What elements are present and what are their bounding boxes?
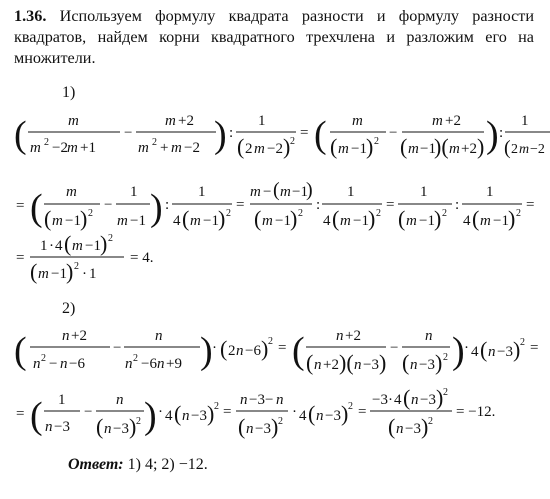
- svg-text:(: (: [403, 385, 411, 410]
- svg-text:(: (: [308, 401, 316, 426]
- svg-text:−: −: [390, 340, 399, 356]
- svg-text:m: m: [406, 213, 417, 229]
- svg-text:−3: −3: [405, 421, 421, 437]
- svg-text:1: 1: [347, 184, 355, 200]
- svg-text:2: 2: [376, 208, 381, 219]
- svg-text:2: 2: [88, 208, 93, 219]
- svg-text:·: ·: [464, 340, 469, 356]
- svg-text:(: (: [402, 350, 410, 375]
- svg-text:=: =: [526, 197, 535, 213]
- svg-text:m: m: [519, 142, 530, 157]
- svg-text:−3: −3: [363, 357, 379, 373]
- svg-text:(: (: [314, 114, 327, 156]
- svg-text:m: m: [138, 140, 149, 156]
- formula-line-5: [16, 385, 495, 439]
- svg-text:−1: −1: [292, 184, 308, 200]
- svg-text:4: 4: [394, 392, 402, 408]
- svg-text:n: n: [316, 408, 324, 424]
- part1-label: 1): [62, 84, 76, 101]
- svg-text:n: n: [336, 328, 344, 344]
- svg-text:= 4.: = 4.: [130, 250, 154, 266]
- svg-text:n: n: [104, 421, 112, 437]
- svg-text:= −12.: = −12.: [456, 404, 496, 420]
- svg-text:=: =: [358, 404, 367, 420]
- svg-text:): ): [508, 206, 516, 231]
- svg-text::: :: [316, 197, 321, 213]
- svg-text:n: n: [125, 356, 133, 372]
- svg-text:−: −: [49, 356, 58, 372]
- svg-text:m: m: [190, 213, 201, 229]
- svg-text:m: m: [30, 140, 41, 156]
- svg-text:(: (: [480, 337, 488, 362]
- svg-text:): ): [271, 414, 279, 439]
- svg-text::: :: [165, 197, 170, 213]
- svg-text:): ): [341, 401, 349, 426]
- svg-text:4: 4: [463, 213, 471, 229]
- problem-text: Используем формулу квадрата разности и формулу разности квадратов, найдем корни квадратного трехчлена и разложим его на множители.: [14, 7, 534, 67]
- svg-text:2: 2: [442, 208, 447, 219]
- svg-text:n: n: [33, 356, 41, 372]
- svg-text:(: (: [273, 179, 280, 201]
- svg-text:4: 4: [165, 408, 173, 424]
- svg-text:2: 2: [228, 343, 236, 359]
- svg-text:−3: −3: [420, 392, 436, 408]
- svg-text:(: (: [182, 206, 190, 231]
- svg-text:−3: −3: [191, 408, 207, 424]
- svg-text:+2: +2: [71, 328, 87, 344]
- svg-text:(: (: [14, 330, 27, 372]
- svg-text:(: (: [30, 187, 43, 229]
- svg-text:−1: −1: [351, 141, 367, 157]
- svg-text:): ): [100, 231, 108, 256]
- svg-text:2: 2: [44, 137, 49, 148]
- svg-text:): ): [129, 414, 137, 439]
- svg-text:): ): [261, 336, 269, 361]
- svg-text:2: 2: [278, 416, 283, 427]
- svg-text:−3: −3: [497, 344, 513, 360]
- svg-text:): ): [368, 206, 376, 231]
- svg-text:): ): [66, 259, 74, 284]
- svg-text:−1: −1: [493, 213, 509, 229]
- svg-text:): ): [150, 187, 163, 229]
- svg-text:(: (: [504, 137, 511, 159]
- svg-text:−1: −1: [275, 213, 291, 229]
- svg-text:n: n: [354, 357, 362, 373]
- svg-text:(: (: [238, 414, 246, 439]
- svg-text:=: =: [236, 197, 245, 213]
- svg-text:): ): [200, 330, 213, 372]
- svg-text:1: 1: [420, 184, 428, 200]
- svg-text:m: m: [67, 140, 78, 156]
- svg-text:−: −: [84, 404, 93, 420]
- svg-text:2: 2: [443, 352, 448, 363]
- svg-text:): ): [436, 385, 444, 410]
- answer-label: Ответ:: [68, 456, 124, 473]
- svg-text:2: 2: [74, 261, 79, 272]
- svg-text:−1: −1: [203, 213, 219, 229]
- svg-text:(: (: [14, 114, 27, 156]
- svg-text:2: 2: [298, 208, 303, 219]
- svg-text:(: (: [330, 134, 338, 159]
- svg-text:n: n: [425, 328, 433, 344]
- svg-text:+: +: [160, 140, 169, 156]
- svg-text:m: m: [171, 140, 182, 156]
- svg-text:m: m: [165, 113, 176, 129]
- svg-text:1: 1: [89, 266, 97, 282]
- svg-text:·: ·: [82, 266, 87, 282]
- svg-text:(: (: [237, 134, 245, 159]
- svg-text:2: 2: [520, 337, 525, 348]
- svg-text:−3: −3: [113, 421, 129, 437]
- svg-text:): ): [486, 114, 499, 156]
- svg-text:(: (: [64, 231, 72, 256]
- svg-text:−: −: [104, 197, 113, 213]
- svg-text:2: 2: [245, 141, 253, 157]
- svg-text:(: (: [30, 395, 43, 437]
- svg-text:2: 2: [511, 142, 518, 157]
- svg-text:−6: −6: [69, 356, 85, 372]
- svg-text:): ): [207, 401, 215, 426]
- formula-line-3: [16, 231, 153, 284]
- svg-text:−3: −3: [419, 357, 435, 373]
- svg-text:): ): [434, 206, 442, 231]
- svg-text:4: 4: [323, 213, 331, 229]
- svg-text:1: 1: [486, 184, 494, 200]
- svg-text:n: n: [410, 357, 418, 373]
- svg-text:·: ·: [388, 392, 393, 408]
- svg-text:n: n: [488, 344, 496, 360]
- svg-text:−2: −2: [184, 140, 200, 156]
- svg-text:4: 4: [173, 213, 181, 229]
- svg-text::: :: [455, 197, 460, 213]
- svg-text:=: =: [530, 340, 539, 356]
- svg-text:4: 4: [299, 408, 307, 424]
- svg-text:−6: −6: [141, 356, 157, 372]
- svg-text:n: n: [62, 328, 70, 344]
- svg-text:m: m: [72, 238, 83, 254]
- svg-text:4: 4: [471, 344, 479, 360]
- problem-number: 1.36.: [14, 7, 47, 25]
- svg-text:−1: −1: [65, 213, 81, 229]
- svg-text:n: n: [45, 419, 53, 435]
- svg-text:+2: +2: [345, 328, 361, 344]
- svg-text:·: ·: [292, 404, 297, 420]
- svg-text:m: m: [66, 184, 77, 200]
- svg-text:=: =: [223, 404, 232, 420]
- svg-text:·: ·: [49, 238, 54, 254]
- svg-text:n: n: [116, 392, 124, 408]
- svg-text:(: (: [254, 206, 262, 231]
- svg-text:−2: −2: [52, 140, 68, 156]
- svg-text:−: −: [389, 125, 398, 141]
- svg-text:=: =: [16, 198, 25, 214]
- svg-text:−3: −3: [255, 421, 271, 437]
- svg-text:1: 1: [130, 184, 138, 200]
- svg-text:=: =: [278, 340, 287, 356]
- svg-text:n: n: [411, 392, 419, 408]
- svg-text:(: (: [44, 206, 52, 231]
- svg-text:=: =: [16, 250, 25, 266]
- svg-text:): ): [435, 350, 443, 375]
- svg-text:1: 1: [521, 113, 529, 129]
- svg-text:−2: −2: [530, 142, 545, 157]
- svg-text:=: =: [300, 125, 309, 141]
- svg-text:n: n: [60, 356, 68, 372]
- svg-text:n: n: [157, 356, 165, 372]
- svg-text:2: 2: [108, 233, 113, 244]
- svg-text:−1: −1: [419, 213, 435, 229]
- svg-text:): ): [366, 134, 374, 159]
- svg-text:m: m: [38, 266, 49, 282]
- svg-text:(: (: [292, 330, 305, 372]
- svg-text:m: m: [280, 184, 291, 200]
- svg-text:−3: −3: [54, 419, 70, 435]
- svg-text:m: m: [250, 184, 261, 200]
- svg-text:(: (: [96, 414, 104, 439]
- formula-line-4: [14, 328, 538, 375]
- svg-text:−1: −1: [130, 213, 146, 229]
- svg-text:−: −: [113, 340, 122, 356]
- svg-text:−6: −6: [245, 343, 261, 359]
- svg-text:+1: +1: [80, 140, 96, 156]
- svg-text:+2: +2: [445, 113, 461, 129]
- svg-text:1: 1: [258, 113, 266, 129]
- svg-text:−1: −1: [420, 141, 436, 157]
- svg-text:=: =: [386, 197, 395, 213]
- svg-text:n: n: [236, 343, 244, 359]
- svg-text:2: 2: [214, 401, 219, 412]
- svg-text:n: n: [155, 328, 163, 344]
- svg-text:(: (: [472, 206, 480, 231]
- svg-text:(: (: [398, 206, 406, 231]
- svg-text:): ): [306, 179, 313, 201]
- svg-text:(: (: [220, 336, 228, 361]
- svg-text:·: ·: [212, 340, 217, 356]
- svg-text:2: 2: [428, 416, 433, 427]
- svg-text:(: (: [400, 134, 408, 159]
- svg-text:n: n: [314, 357, 322, 373]
- formula-line-1: [14, 113, 550, 159]
- svg-text:1: 1: [198, 184, 206, 200]
- svg-text:): ): [452, 330, 465, 372]
- svg-text:−1: −1: [85, 238, 101, 254]
- svg-text:2: 2: [226, 208, 231, 219]
- svg-text:·: ·: [158, 404, 163, 420]
- svg-text:+2: +2: [178, 113, 194, 129]
- svg-text:m: m: [262, 213, 273, 229]
- svg-text:−: −: [263, 184, 272, 200]
- svg-text:4: 4: [55, 238, 63, 254]
- svg-text::: :: [499, 125, 504, 141]
- svg-text:2: 2: [516, 208, 521, 219]
- svg-text:2: 2: [136, 416, 141, 427]
- svg-text:2: 2: [290, 136, 295, 147]
- svg-text:n: n: [276, 392, 284, 408]
- svg-text:−3−: −3−: [249, 392, 274, 408]
- svg-text:(: (: [306, 350, 314, 375]
- svg-text:+2: +2: [323, 357, 339, 373]
- svg-text:=: =: [16, 406, 25, 422]
- svg-text:−3: −3: [325, 408, 341, 424]
- svg-text:m: m: [408, 141, 419, 157]
- svg-text:n: n: [396, 421, 404, 437]
- svg-text:m: m: [117, 213, 128, 229]
- svg-text:): ): [283, 134, 291, 159]
- svg-text:2: 2: [41, 353, 46, 364]
- svg-text:): ): [214, 114, 227, 156]
- svg-text:)(: )(: [339, 350, 354, 375]
- svg-text:(: (: [388, 414, 396, 439]
- formula-line-2: [16, 179, 534, 231]
- svg-text:n: n: [240, 392, 248, 408]
- svg-text:m: m: [52, 213, 63, 229]
- svg-text:): ): [513, 337, 521, 362]
- svg-text:−3: −3: [372, 392, 388, 408]
- svg-text:+2: +2: [461, 141, 477, 157]
- svg-text:n: n: [246, 421, 254, 437]
- svg-text:2: 2: [348, 401, 353, 412]
- svg-text:)(: )(: [434, 134, 449, 159]
- svg-text:m: m: [254, 141, 265, 157]
- svg-text:): ): [80, 206, 88, 231]
- svg-text:m: m: [352, 113, 363, 129]
- svg-text:m: m: [449, 141, 460, 157]
- answer-value: 1) 4; 2) −12.: [127, 456, 208, 473]
- svg-text:1: 1: [58, 392, 66, 408]
- svg-text:): ): [379, 350, 387, 375]
- svg-text:1: 1: [40, 238, 48, 254]
- svg-text:2: 2: [152, 137, 157, 148]
- svg-text:+9: +9: [166, 356, 182, 372]
- svg-text:m: m: [340, 213, 351, 229]
- svg-text:n: n: [182, 408, 190, 424]
- svg-text:(: (: [332, 206, 340, 231]
- svg-text:): ): [477, 134, 485, 159]
- svg-text:(: (: [174, 401, 182, 426]
- svg-text:2: 2: [374, 136, 379, 147]
- svg-text:m: m: [68, 113, 79, 129]
- svg-text:2: 2: [443, 387, 448, 398]
- svg-text:m: m: [338, 141, 349, 157]
- svg-text:−: −: [124, 125, 133, 141]
- svg-text:): ): [218, 206, 226, 231]
- svg-text:−2: −2: [267, 141, 283, 157]
- svg-text:2: 2: [268, 336, 273, 347]
- svg-text:): ): [421, 414, 429, 439]
- answer-line: [68, 456, 208, 474]
- svg-text:−1: −1: [51, 266, 67, 282]
- svg-text:m: m: [432, 113, 443, 129]
- svg-text::: :: [229, 125, 234, 141]
- svg-text:m: m: [480, 213, 491, 229]
- part2-label: 2): [62, 300, 76, 317]
- svg-text:): ): [144, 395, 157, 437]
- svg-text:): ): [290, 206, 298, 231]
- svg-text:−1: −1: [353, 213, 369, 229]
- svg-text:2: 2: [133, 353, 138, 364]
- svg-text:(: (: [30, 259, 38, 284]
